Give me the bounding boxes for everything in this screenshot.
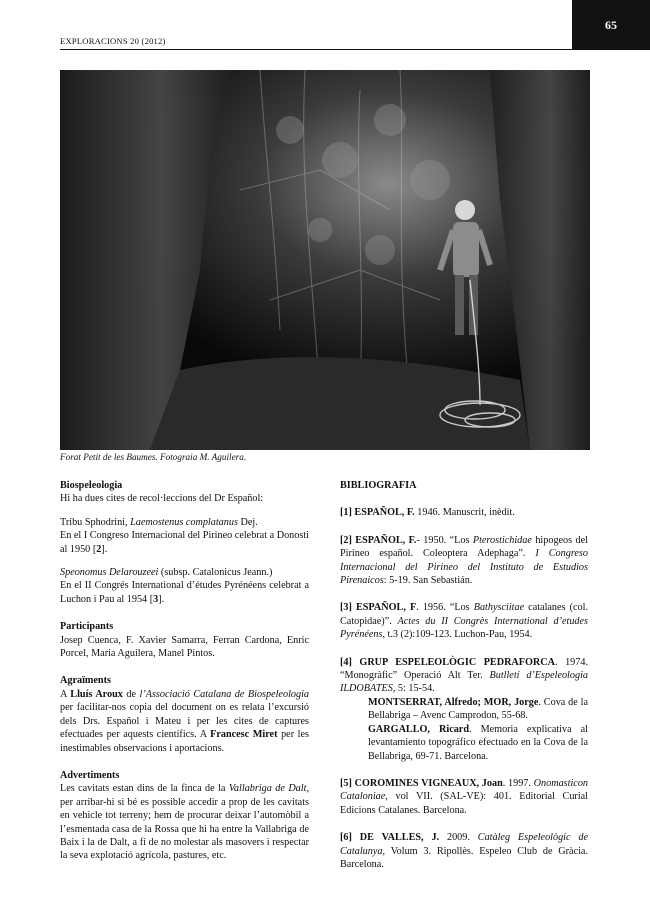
page-number: 65 xyxy=(572,0,650,50)
advertiments-heading: Advertiments xyxy=(60,769,120,781)
bib-entry-4-sub-2: GARGALLO, Ricard. Memoria explicativa al levantamiento topográfico efectuado en la Cova de la Bellabriga, 69-71. Barcelona. xyxy=(368,723,588,762)
advertiments-text: Les cavitats estan dins de la finca de la Vallabriga de Dalt, per arribar-hi si bé es possible accedir a prop de les cavitats en vehicle tot terreny; hem de procurar deixar l’automòbil a l’esmentada casa de la Rossa que hi ha entre la Vallabriga de Baix i la de Dalt, a fi de no molestar als masovers i respectar la seva explotació agrícola, pastures, etc. xyxy=(60,783,309,862)
congres2-paragraph: En el II Congrés International d’études Pyrénéens celebrat a Luchon i Pau al 1954 [3]. xyxy=(60,580,309,605)
bib-entry-4-sub-1: MONTSERRAT, Alfredo; MOR, Jorge. Cova de la Bellabriga – Avenc Camprodon, 55-68. xyxy=(368,696,588,722)
bib-entry-3: [3] ESPAÑOL, F. 1956. “Los Bathysciitae catalanes (col. Catopidae)”. Actes du II Congrès International d’etudes Pyrénéens, t.3 (2):109-123. Luchon-Pau, 1954. xyxy=(340,602,588,641)
left-column xyxy=(60,479,309,863)
biospeleologia-heading: Biospeleologia xyxy=(60,480,123,491)
cave-photo xyxy=(60,70,590,450)
bib-entry-6: [6] DE VALLES, J. 2009. Catàleg Espeleològic de Catalunya, Volum 3. Ripollès. Espeleo Club de Gràcia. Barcelona. xyxy=(340,832,589,870)
biospeleologia-intro: Hi ha dues cites de recol·leccions del Dr Español: xyxy=(60,493,264,505)
bib-entry-4: [4] GRUP ESPELEOLÒGIC PEDRAFORCA. 1974. “Monogràfic” Operació Alt Ter. Butlletí d’Espeleologia ILDOBATES, 5: 15-54. xyxy=(340,656,589,695)
journal-title: EXPLORACIONS 20 (2012) xyxy=(60,36,166,46)
bib-entry-5: [5] COROMINES VIGNEAUX, Joan. 1997. Onomasticon Cataloniae, vol VII. (SAL-VE): 401. Editorial Curial Edicions Catalanes. Barcelona. xyxy=(340,777,589,816)
species-name: Laemostenus complatanus xyxy=(130,516,238,528)
tribu-paragraph: Tribu Sphodrini, Laemostenus complatanus Dej. xyxy=(60,516,258,528)
bib-entry-2: [2] ESPAÑOL, F.- 1950. “Los Pterostichidae hipogeos del Pirineo español. Coleoptera Adephaga”. I Congreso Internacional del Pirineo del Instituto de Estudios Pirenaicos: 5-19. San Sebastián. xyxy=(340,534,588,587)
bib-entry-1: [1] ESPAÑOL, F. 1946. Manuscrit, inèdit. xyxy=(340,507,515,519)
agraiments-heading: Agraïments xyxy=(60,675,111,687)
participants-text: Josep Cuenca, F. Xavier Samarra, Ferran Cardona, Enric Porcel, Maria Aguilera, Manel Pintos. xyxy=(60,634,309,660)
speonomus-paragraph: Speonomus Delarouzeei (subsp. Catalonicus Jeann.) xyxy=(60,567,273,579)
participants-heading: Participants xyxy=(60,621,114,633)
congres1-paragraph: En el I Congreso Internacional del Pirineo celebrat a Donosti al 1950 [2]. xyxy=(60,530,309,555)
bibliography-column xyxy=(340,479,588,871)
header-rule xyxy=(60,49,572,50)
agraiments-text: A Lluís Aroux de l’Associació Catalana de Biospeleologia per facilitar-nos copia del document on es relata l’excursió dels Drs. Español i Mateu i per les cites de captures efectuades per aquests científics. A Francesc Miret per les inestimables observacions i aportacions. xyxy=(60,688,310,754)
bibliography-heading: BIBLIOGRAFIA xyxy=(340,480,417,491)
figure-caption: Forat Petit de les Baumes. Fotograia M. Aguilera. xyxy=(60,452,247,462)
